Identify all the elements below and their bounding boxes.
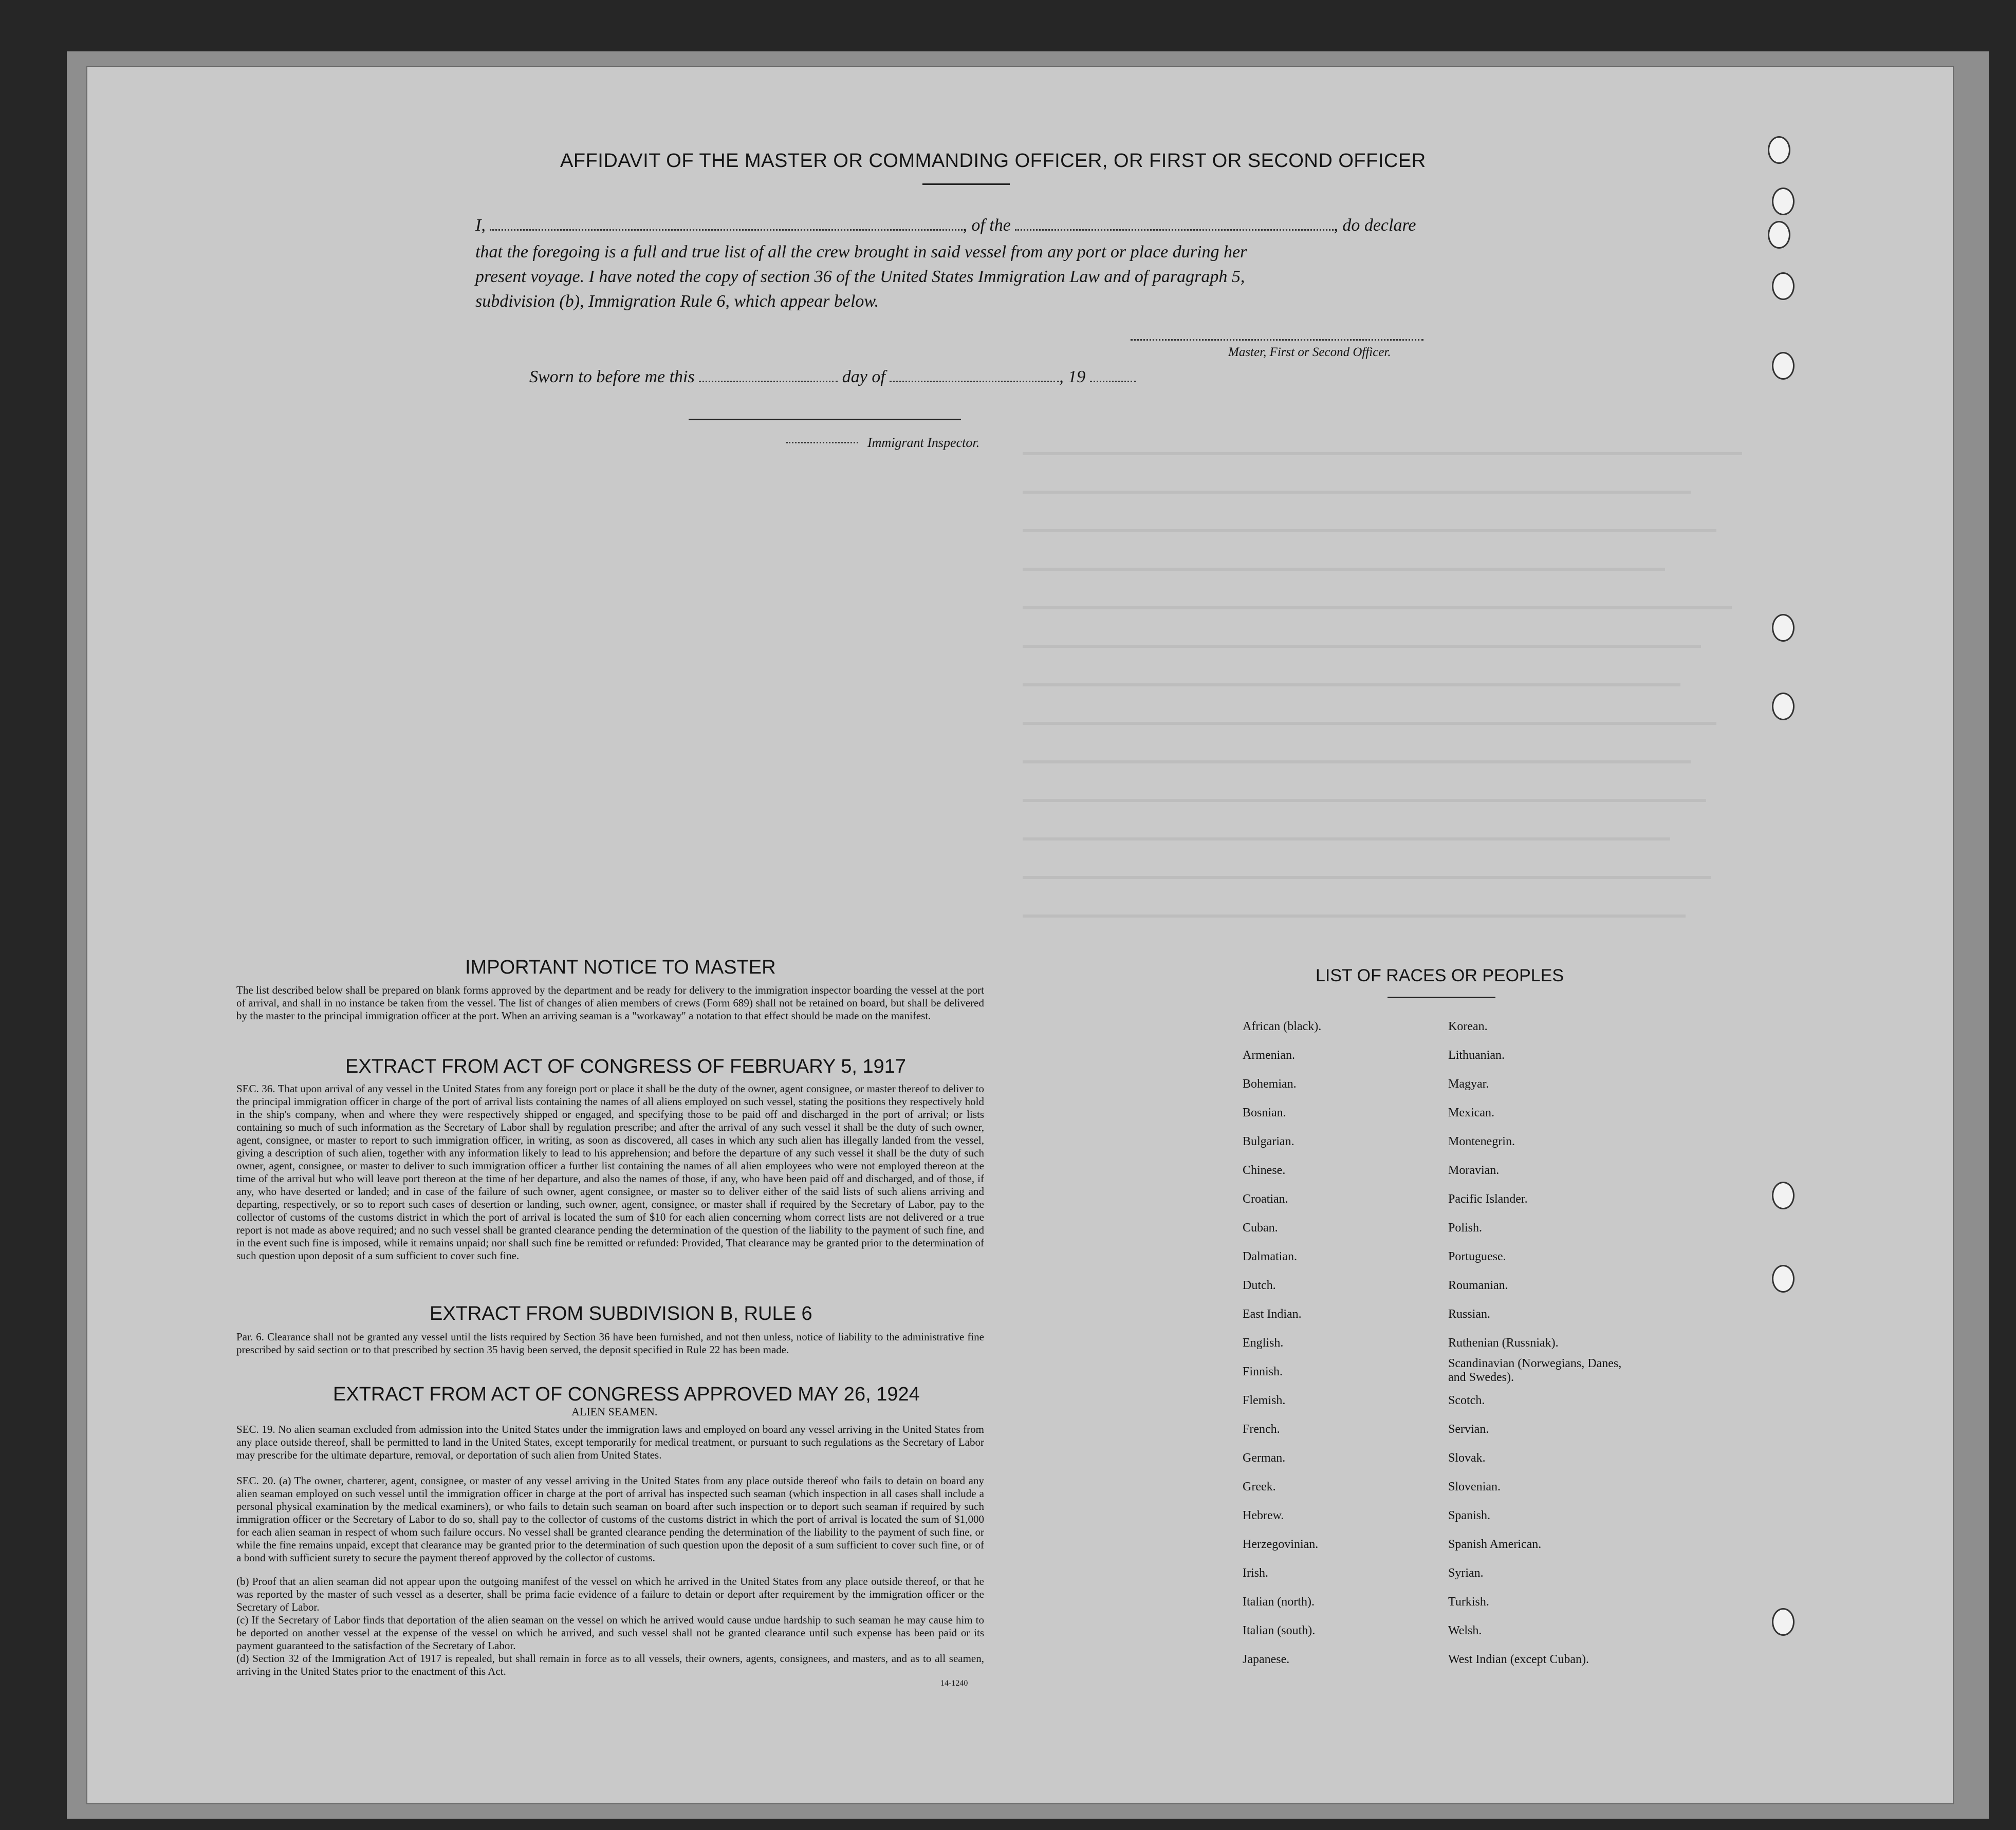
race-right-12: Ruthenian (Russniak). (1448, 1336, 1559, 1350)
bleed-through-line (1023, 452, 1742, 455)
race-right-10: Roumanian. (1448, 1279, 1508, 1292)
race-left-19: Herzegovinian. (1243, 1538, 1319, 1551)
race-left-11: East Indian. (1243, 1308, 1302, 1321)
race-left-15: French. (1243, 1423, 1280, 1436)
race-left-1: African (black). (1243, 1020, 1322, 1033)
race-right-14: Scotch. (1448, 1394, 1485, 1407)
vessel-blank (1015, 215, 1334, 231)
binder-hole (1772, 1182, 1795, 1209)
bleed-through-line (1023, 722, 1716, 725)
binder-hole (1772, 272, 1795, 300)
inspector-signature-line (689, 419, 961, 420)
extract-rule6-title: EXTRACT FROM SUBDIVISION B, RULE 6 (430, 1303, 812, 1324)
race-right-22: Welsh. (1448, 1624, 1482, 1637)
race-right-5: Montenegrin. (1448, 1135, 1515, 1148)
bleed-through-line (1023, 606, 1732, 609)
inspector-label: Immigrant Inspector. (867, 435, 980, 450)
bleed-through-line (1023, 760, 1691, 763)
bleed-through-line (1023, 914, 1686, 918)
binder-hole (1772, 188, 1795, 215)
extract-1917-body: SEC. 36. That upon arrival of any vessel in the United States from any foreign port or place it shall be the duty of the owner, agent consignee, or master thereof to deliver to the principal immigration officer in charge of the port of arrival lists containing the names of all aliens employed on such vessel, stating the positions they respectively hold in the ship's company, when and where they were respectively shipped or engaged, and specifying those to be paid off and discharged in the port of arrival; or lists containing so much of such information as the Secretary of Labor shall by regulation prescribe; and after the arrival of any such vessel it shall be the duty of such owner, agent, consignee, or master to report to such immigration officer, in writing, as soon as discovered, all cases in which any such alien has illegally landed from the vessel, giving a description of such alien, together with any information likely to lead to his apprehension; and before the departure of any such vessel it shall be the duty of such owner, agent, consignee, or master to deliver to such immigration officer a further list containing the names of all alien employees who were not employed thereon at the time of the arrival but who will leave port thereon at the time of her departure, and also the names of those, if any, who have been paid off and discharged, and of those, if any, who have deserted or landed; and in case of the failure of such owner, agent consignee, or master so to deliver either of the said lists of such aliens arriving and departing, respectively, or so to report such cases of desertion or landing, such owner, agent, consignee, or master shall if required by the Secretary of Labor, pay to the collector of customs of the customs district in which the port of arrival is located the sum of $10 for each alien concerning whom correct lists are not delivered or a true report is not made as above required; and no such vessel shall be granted clearance pending the determination of the question of the liability to the payment of such fine, and in the event such fine is imposed, while it remains unpaid; nor shall such fine be remitted or refunded: Provided, That clearance may be granted prior to the determination of such question upon deposit of a sum sufficient to cover such fine. (236, 1082, 984, 1262)
bleed-through-line (1023, 799, 1706, 802)
race-left-4: Bosnian. (1243, 1106, 1286, 1119)
race-left-14: Flemish. (1243, 1394, 1286, 1407)
affidavit-line-1: I, , of the , do declare (475, 216, 1416, 235)
binder-hole (1768, 136, 1790, 164)
extract-rule6-body: Par. 6. Clearance shall not be granted any vessel until the lists required by Section 36 have been furnished, and not then unless, notice of liability to the administrative fine prescribed by said section or to that prescribed by section 35 havig been served, the deposit specified in Rule 22 has been made. (236, 1331, 984, 1356)
race-right-3: Magyar. (1448, 1077, 1489, 1091)
races-title-rule (1388, 997, 1495, 998)
race-left-22: Italian (south). (1243, 1624, 1316, 1637)
race-left-7: Croatian. (1243, 1192, 1288, 1206)
master-label: Master, First or Second Officer. (1228, 345, 1391, 359)
sec20d-text: (d) Section 32 of the Immigration Act of 1917 is repealed, but shall remain in force as to all vessels, their owners, agents, consignees, and masters, and as to all seamen, arriving in the United States prior to the enactment of this Act. (236, 1652, 984, 1677)
binder-hole (1772, 352, 1795, 380)
race-left-10: Dutch. (1243, 1279, 1276, 1292)
affidavit-line-3: present voyage. I have noted the copy of section 36 of the United States Immigration Law and of paragraph 5, (475, 267, 1245, 286)
race-right-19: Spanish American. (1448, 1538, 1542, 1551)
race-left-20: Irish. (1243, 1566, 1268, 1580)
race-right-17: Slovenian. (1448, 1480, 1501, 1493)
affidavit-line-4: subdivision (b), Immigration Rule 6, which appear below. (475, 292, 879, 311)
sec19-text: SEC. 19. No alien seaman excluded from admission into the United States under the immigration laws and employed on board any vessel arriving in the United States from any place outside thereof, shall be permitted to land in the United States, except temporarily for medical treatment, or pursuant to such regulations as the Secretary of Labor may prescribe for the ultimate departure, removal, or deportation of such alien from United States. (236, 1423, 984, 1461)
race-right-23: West Indian (except Cuban). (1448, 1653, 1589, 1666)
binder-hole (1772, 693, 1795, 720)
race-right-7: Pacific Islander. (1448, 1192, 1528, 1206)
notice-title: IMPORTANT NOTICE TO MASTER (465, 957, 776, 978)
sworn-year-blank (1090, 366, 1136, 382)
bleed-through-line (1023, 529, 1716, 532)
race-right-13: Scandinavian (Norwegians, Danes, and Swedes). (1448, 1357, 1622, 1384)
race-right-11: Russian. (1448, 1308, 1491, 1321)
race-right-4: Mexican. (1448, 1106, 1494, 1119)
bleed-through-line (1023, 837, 1670, 841)
bleed-through-line (1023, 683, 1680, 686)
race-left-6: Chinese. (1243, 1164, 1286, 1177)
race-left-23: Japanese. (1243, 1653, 1290, 1666)
race-right-8: Polish. (1448, 1221, 1483, 1235)
binder-hole (1772, 614, 1795, 642)
notice-body: The list described below shall be prepared on blank forms approved by the department and be ready for delivery to the immigration inspector boarding the vessel at the port of arrival, and shall in no instance be taken from the vessel. The list of changes of alien members of crews (Form 689) shall not be retained on board, but shall be delivered by the master to the principal immigration officer at the port. When an arriving seaman is a "workaway" a notation to that effect should be made on the manifest. (236, 984, 984, 1022)
race-left-12: English. (1243, 1336, 1284, 1350)
inspector-dotted-line (786, 442, 858, 443)
name-blank (490, 215, 963, 231)
race-right-6: Moravian. (1448, 1164, 1500, 1177)
race-left-18: Hebrew. (1243, 1509, 1284, 1522)
race-left-17: Greek. (1243, 1480, 1276, 1493)
race-right-21: Turkish. (1448, 1595, 1489, 1609)
race-left-13: Finnish. (1243, 1365, 1283, 1378)
race-right-2: Lithuanian. (1448, 1049, 1505, 1062)
bleed-through-line (1023, 568, 1665, 571)
bleed-through-line (1023, 645, 1701, 648)
race-right-9: Portuguese. (1448, 1250, 1506, 1263)
race-left-9: Dalmatian. (1243, 1250, 1297, 1263)
sworn-month-blank (890, 366, 1059, 382)
race-right-20: Syrian. (1448, 1566, 1484, 1580)
alien-seamen-subtitle: ALIEN SEAMEN. (571, 1405, 658, 1418)
race-right-15: Servian. (1448, 1423, 1489, 1436)
race-left-5: Bulgarian. (1243, 1135, 1294, 1148)
title-rule (922, 183, 1010, 185)
race-right-1: Korean. (1448, 1020, 1488, 1033)
affidavit-title: AFFIDAVIT OF THE MASTER OR COMMANDING OFFICER, OR FIRST OR SECOND OFFICER (560, 150, 1426, 172)
bleed-through-line (1023, 876, 1711, 879)
races-title: LIST OF RACES OR PEOPLES (1316, 966, 1564, 985)
sec20c-text: (c) If the Secretary of Labor finds that deportation of the alien seaman on the vessel on which he arrived would cause undue hardship to such seaman he may cause him to be deported on another vessel at the expense of the vessel on which he arrived, and such vessel shall not be granted clearance until such expense has been paid or its payment guaranteed to the satisfaction of the Secretary of Labor. (236, 1614, 984, 1652)
form-number: 14-1240 (940, 1679, 968, 1688)
extract-1924-title: EXTRACT FROM ACT OF CONGRESS APPROVED MAY 26, 1924 (333, 1384, 920, 1405)
affidavit-line-2: that the foregoing is a full and true list of all the crew brought in said vessel from any port or place during her (475, 242, 1247, 262)
race-left-3: Bohemian. (1243, 1077, 1297, 1091)
race-left-21: Italian (north). (1243, 1595, 1315, 1609)
binder-hole (1772, 1265, 1795, 1293)
sec20b-text: (b) Proof that an alien seaman did not appear upon the outgoing manifest of the vessel on which he arrived in the United States from any place outside thereof, or that he was reported by the master of such vessel as a deserter, shall be prima facie evidence of a failure to detain or deport after requirement by the immigration officer or the Secretary of Labor. (236, 1575, 984, 1613)
race-left-16: German. (1243, 1451, 1286, 1465)
race-right-16: Slovak. (1448, 1451, 1486, 1465)
binder-hole (1772, 1608, 1795, 1636)
sworn-day-blank (699, 366, 838, 382)
sworn-line: Sworn to before me this day of , 19 (529, 365, 1197, 389)
bleed-through-line (1023, 491, 1691, 494)
extract-1917-title: EXTRACT FROM ACT OF CONGRESS OF FEBRUARY 5, 1917 (345, 1056, 906, 1077)
race-left-8: Cuban. (1243, 1221, 1278, 1235)
race-left-2: Armenian. (1243, 1049, 1295, 1062)
binder-hole (1768, 221, 1790, 249)
sec20a-text: SEC. 20. (a) The owner, charterer, agent, consignee, or master of any vessel arriving in the United States from any place outside thereof who fails to detain on board any alien seaman employed on such vessel until the immigration officer in charge at the port of arrival has inspected such seaman (which inspection in all cases shall include a personal physical examination by the medical examiners), or who fails to detain such seaman on board after such inspection or to deport such seaman if required by such immigration officer or the Secretary of Labor to do so, shall pay to the collector of customs of the customs district in which the port of arrival is located the sum of $1,000 for each alien seaman in respect of whom such failure occurs. No vessel shall be granted clearance pending the determination of the liability to the payment of such fine, or while the fine remains unpaid, except that clearance may be granted prior to the determination of such question upon the deposit of a sum sufficient to cover such fine, or of a bond with sufficient surety to secure the payment thereof approved by the collector of customs. (236, 1474, 984, 1564)
race-right-18: Spanish. (1448, 1509, 1491, 1522)
